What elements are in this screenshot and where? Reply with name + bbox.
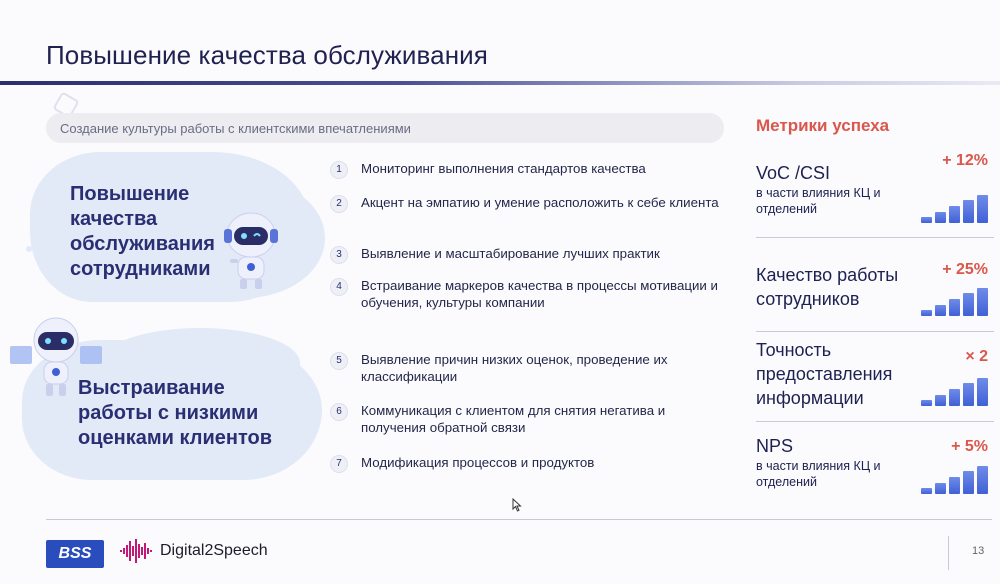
bar-chart-icon [921,288,988,316]
footer-divider [46,519,992,520]
metric-divider [756,331,994,332]
metric-change: + 25% [942,261,988,278]
item-text: Выявление и масштабирование лучших практик [361,246,660,261]
item-number-badge: 4 [330,278,348,296]
soundwave-icon [120,538,156,564]
metric-change: + 12% [942,152,988,169]
metric-nps [756,434,996,496]
cloud-line: Повышение [70,183,190,205]
item-number-badge: 6 [330,403,348,421]
metric-divider [756,237,994,238]
metric-name: VoC /CSI [756,163,831,183]
item-text: Модификация процессов и продуктов [361,455,595,470]
cloud-line: оценками клиентов [78,427,272,449]
metric-name: Точность предоставления информации [756,340,893,408]
cloud-line: качества [70,208,158,230]
cloud-dot [38,236,48,246]
item-number-badge: 2 [330,195,348,213]
list-item [330,277,720,311]
page-title: Повышение качества обслуживания [46,40,488,70]
item-number-badge: 7 [330,455,348,473]
bss-logo: BSS [46,540,104,568]
item-text: Выявление причин низких оценок, проведение их классификации [361,352,668,384]
list-item [330,454,720,473]
cloud-line: сотрудниками [70,258,211,280]
item-number-badge: 5 [330,352,348,370]
cloud-dot [26,246,32,252]
cloud-line: Выстраивание [78,377,225,399]
metric-staff-quality [756,263,996,323]
item-text: Акцент на эмпатию и умение расположить к себе клиента [361,195,719,210]
subtitle-banner: Создание культуры работы с клиентскими впечатлениями [46,113,724,143]
metric-name: Качество работы сотрудников [756,265,899,309]
digital2speech-logo [120,538,268,564]
metric-divider [756,421,994,422]
list-item [330,245,720,264]
list-item [330,402,720,436]
metric-name: NPS [756,436,794,456]
metric-change: × 2 [965,348,988,365]
item-number-badge: 3 [330,246,348,264]
cloud-heading-low-scores [78,376,272,451]
bar-chart-icon [921,195,988,223]
cursor-icon [512,498,522,512]
list-item [330,351,720,385]
item-text: Мониторинг выполнения стандартов качества [361,161,646,176]
cloud-heading-staff [70,182,215,282]
bar-chart-icon [921,466,988,494]
metric-subtitle: в части влияния КЦ и отделений [756,459,881,489]
digital2speech-wordmark: Digital2Speech [160,542,268,559]
cloud-line: работы с низкими [78,402,259,424]
cloud-line: обслуживания [70,233,215,255]
metric-subtitle: в части влияния КЦ и отделений [756,186,881,216]
item-text: Встраивание маркеров качества в процессы мотивации и обучения, культуры компании [361,278,718,310]
item-number-badge: 1 [330,161,348,179]
list-item [330,194,720,213]
item-text: Коммуникация с клиентом для снятия негатива и получения обратной связи [361,403,666,435]
title-divider [0,81,1000,85]
bar-chart-icon [921,378,988,406]
page-number: 13 [972,545,985,557]
robot-icon [8,312,104,400]
metric-voc-csi [756,152,996,231]
metric-info-accuracy [756,338,996,410]
metric-change: + 5% [951,438,988,455]
metrics-title: Метрики успеха [756,116,890,135]
robot-icon [220,205,282,293]
list-item [330,160,720,179]
